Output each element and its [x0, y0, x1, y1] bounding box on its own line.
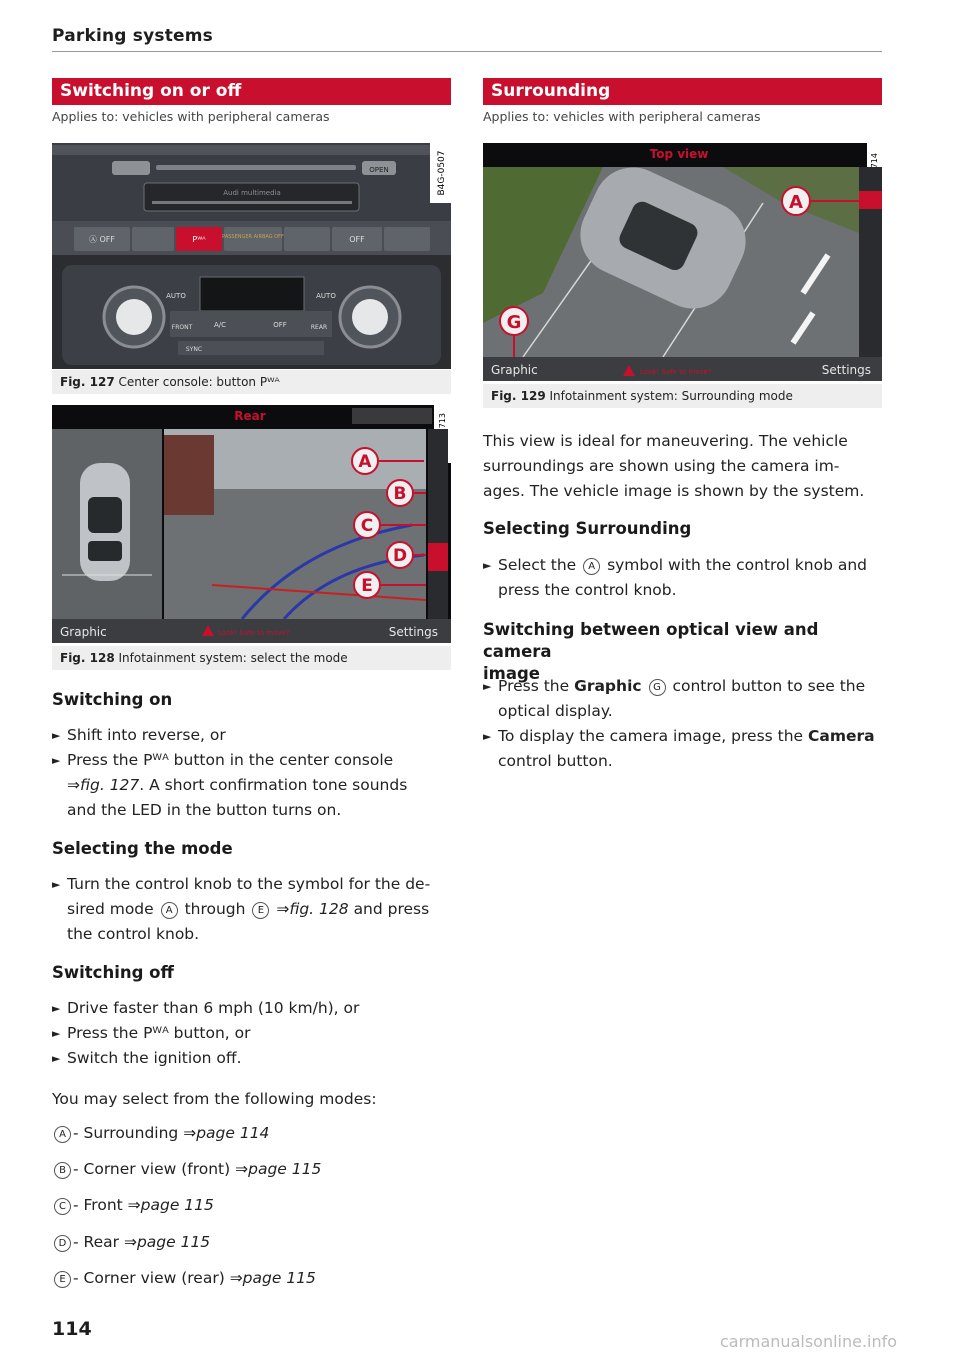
camera-button-ref: Camera	[808, 727, 875, 745]
marker-b: B	[393, 484, 407, 504]
assist-off-label: Ⓐ OFF	[88, 235, 116, 244]
selecting-surrounding-list	[483, 553, 883, 603]
page-link[interactable]: ⇒page 114	[183, 1124, 270, 1142]
screen-title-top-view: Top view	[649, 147, 709, 161]
marker-a: A	[358, 452, 372, 472]
mode-text: - Rear	[73, 1233, 120, 1251]
list-text: Press the Pᵂᴬ button in the center console	[67, 751, 394, 769]
screen-title-rear: Rear	[234, 409, 266, 423]
audi-mmi-label: Audi multimedia	[223, 189, 281, 197]
list-item: ► Turn the control knob to the symbol for the de-	[52, 872, 452, 897]
list-continuation: the control knob.	[67, 925, 200, 943]
heading-switching-off: Switching off	[52, 963, 174, 982]
caption-fig-128-text: Infotainment system: select the mode	[118, 651, 348, 665]
open-label: OPEN	[369, 166, 389, 174]
auto-label-left: AUTO	[166, 292, 186, 300]
modes-intro: You may select from the following modes:	[52, 1090, 377, 1108]
mode-text: - Corner view (front)	[73, 1160, 231, 1178]
page-link[interactable]: ⇒page 115	[123, 1233, 211, 1251]
top-view-screen	[483, 143, 882, 381]
figure-center-console	[52, 143, 451, 369]
caption-fig-127	[52, 370, 451, 394]
switching-off-list	[52, 996, 452, 1071]
caption-fig-128	[52, 646, 451, 670]
passenger-airbag-label: PASSENGER AIRBAG OFF	[222, 234, 284, 240]
off-label-2: OFF	[349, 235, 365, 244]
settings-softkey-128: Settings	[388, 625, 438, 639]
list-text: control button to see the	[672, 677, 866, 695]
switching-view-list	[483, 674, 883, 774]
mode-item-d	[52, 1233, 210, 1252]
circled-letter-c: C	[54, 1198, 71, 1215]
mode-item-e	[52, 1269, 316, 1288]
figure-code-127: B4G-0507	[437, 150, 447, 196]
fig-128-link[interactable]: ⇒fig. 128	[276, 900, 349, 918]
marker-g: G	[506, 312, 522, 333]
list-text: sired mode	[67, 900, 154, 918]
surrounding-intro	[483, 429, 883, 504]
page-link[interactable]: ⇒page 115	[127, 1196, 214, 1214]
list-text: symbol with the control knob and	[607, 556, 868, 574]
caption-fig-127-number: Fig. 127	[60, 375, 115, 389]
circled-letter-a: A	[54, 1126, 71, 1143]
list-item	[52, 748, 452, 773]
sync-label: SYNC	[185, 346, 203, 353]
heading-line: Switching between optical view and camera	[483, 620, 819, 661]
list-item: ► Shift into reverse, or	[52, 723, 452, 748]
circled-letter-e: E	[252, 902, 269, 919]
mode-text: - Surrounding	[73, 1124, 179, 1142]
page-link[interactable]: ⇒page 115	[229, 1269, 316, 1287]
list-item: ► Press the Pᵂᴬ button, or	[52, 1021, 452, 1046]
list-item: ► Switch the ignition off.	[52, 1046, 452, 1071]
heading-switching-on: Switching on	[52, 690, 173, 709]
applies-note-right: Applies to: vehicles with peripheral cameras	[483, 109, 761, 124]
page-link[interactable]: ⇒page 115	[235, 1160, 322, 1178]
graphic-softkey-128: Graphic	[60, 625, 107, 639]
heading-surrounding: Surrounding	[483, 78, 882, 105]
marker-c: C	[360, 516, 374, 536]
page-number: 114	[52, 1318, 92, 1340]
caption-fig-127-text: Center console: button Pᵂᴬ	[118, 375, 280, 389]
section-title: Parking systems	[52, 26, 213, 46]
graphic-button-ref: Graphic	[574, 677, 642, 695]
rear-mode-screen	[52, 405, 451, 643]
list-text: . A short confirmation tone sounds	[139, 776, 408, 794]
circled-letter-e: E	[54, 1271, 71, 1288]
heading-selecting-mode: Selecting the mode	[52, 839, 233, 858]
circled-letter-a: A	[583, 558, 600, 575]
figure-top-view	[483, 143, 882, 381]
applies-note-left: Applies to: vehicles with peripheral cameras	[52, 109, 330, 124]
list-continuation	[52, 773, 452, 798]
header-rule	[52, 51, 882, 52]
caption-fig-129-text: Infotainment system: Surrounding mode	[549, 389, 793, 403]
list-item: ► Drive faster than 6 mph (10 km/h), or	[52, 996, 452, 1021]
parking-button-label: Pᵂᴬ	[192, 235, 206, 244]
circled-letter-d: D	[54, 1235, 71, 1252]
ac-label: A/C	[213, 321, 227, 329]
off-label-3: OFF	[273, 321, 287, 329]
list-text: and press	[353, 900, 430, 918]
heading-switching-on-off: Switching on or off	[52, 78, 451, 105]
fig-127-link[interactable]: ⇒fig. 127	[67, 776, 140, 794]
auto-label-right: AUTO	[316, 292, 336, 300]
list-continuation: press the control knob.	[498, 581, 677, 599]
center-console-image	[52, 143, 451, 369]
list-text: To display the camera image, press the	[498, 727, 804, 745]
rear-defrost-label: REAR	[310, 324, 328, 331]
list-item	[483, 674, 883, 699]
paragraph-line: surroundings are shown using the camera im-	[483, 457, 840, 475]
mode-item-a	[52, 1124, 269, 1143]
figure-rear-mode	[52, 405, 451, 643]
list-continuation: optical display.	[498, 702, 613, 720]
marker-e: E	[361, 576, 373, 596]
paragraph-line: ages. The vehicle image is shown by the system.	[483, 482, 865, 500]
switching-on-list	[52, 723, 452, 823]
list-continuation: and the LED in the button turns on.	[67, 801, 342, 819]
circled-letter-g: G	[649, 679, 666, 696]
marker-d: D	[392, 546, 408, 566]
caption-fig-129-number: Fig. 129	[491, 389, 546, 403]
list-item	[483, 553, 883, 578]
heading-line: image	[483, 664, 540, 683]
mode-text: - Front	[73, 1196, 123, 1214]
list-text: Press the	[498, 677, 570, 695]
list-continuation	[52, 897, 452, 922]
mode-text: - Corner view (rear)	[73, 1269, 225, 1287]
mode-item-b	[52, 1160, 321, 1179]
caption-fig-128-number: Fig. 128	[60, 651, 115, 665]
paragraph-line: This view is ideal for maneuvering. The vehicle	[483, 432, 848, 450]
mode-item-c	[52, 1196, 214, 1215]
list-continuation: control button.	[498, 752, 613, 770]
heading-selecting-surrounding: Selecting Surrounding	[483, 519, 692, 538]
warning-text-129: Look! Safe to move?	[640, 368, 712, 376]
list-text: Select the	[498, 556, 577, 574]
caption-fig-129	[483, 384, 882, 408]
marker-a: A	[789, 192, 803, 213]
circled-letter-b: B	[54, 1162, 71, 1179]
list-text: through	[184, 900, 246, 918]
graphic-softkey-129: Graphic	[491, 363, 538, 377]
warning-text-128: Look! Safe to move?	[218, 629, 290, 637]
circled-letter-a: A	[161, 902, 178, 919]
watermark: carmanualsonline.info	[720, 1332, 898, 1351]
settings-softkey-129: Settings	[821, 363, 871, 377]
list-item	[483, 724, 883, 749]
selecting-mode-list	[52, 872, 452, 947]
front-label: FRONT	[171, 324, 193, 331]
